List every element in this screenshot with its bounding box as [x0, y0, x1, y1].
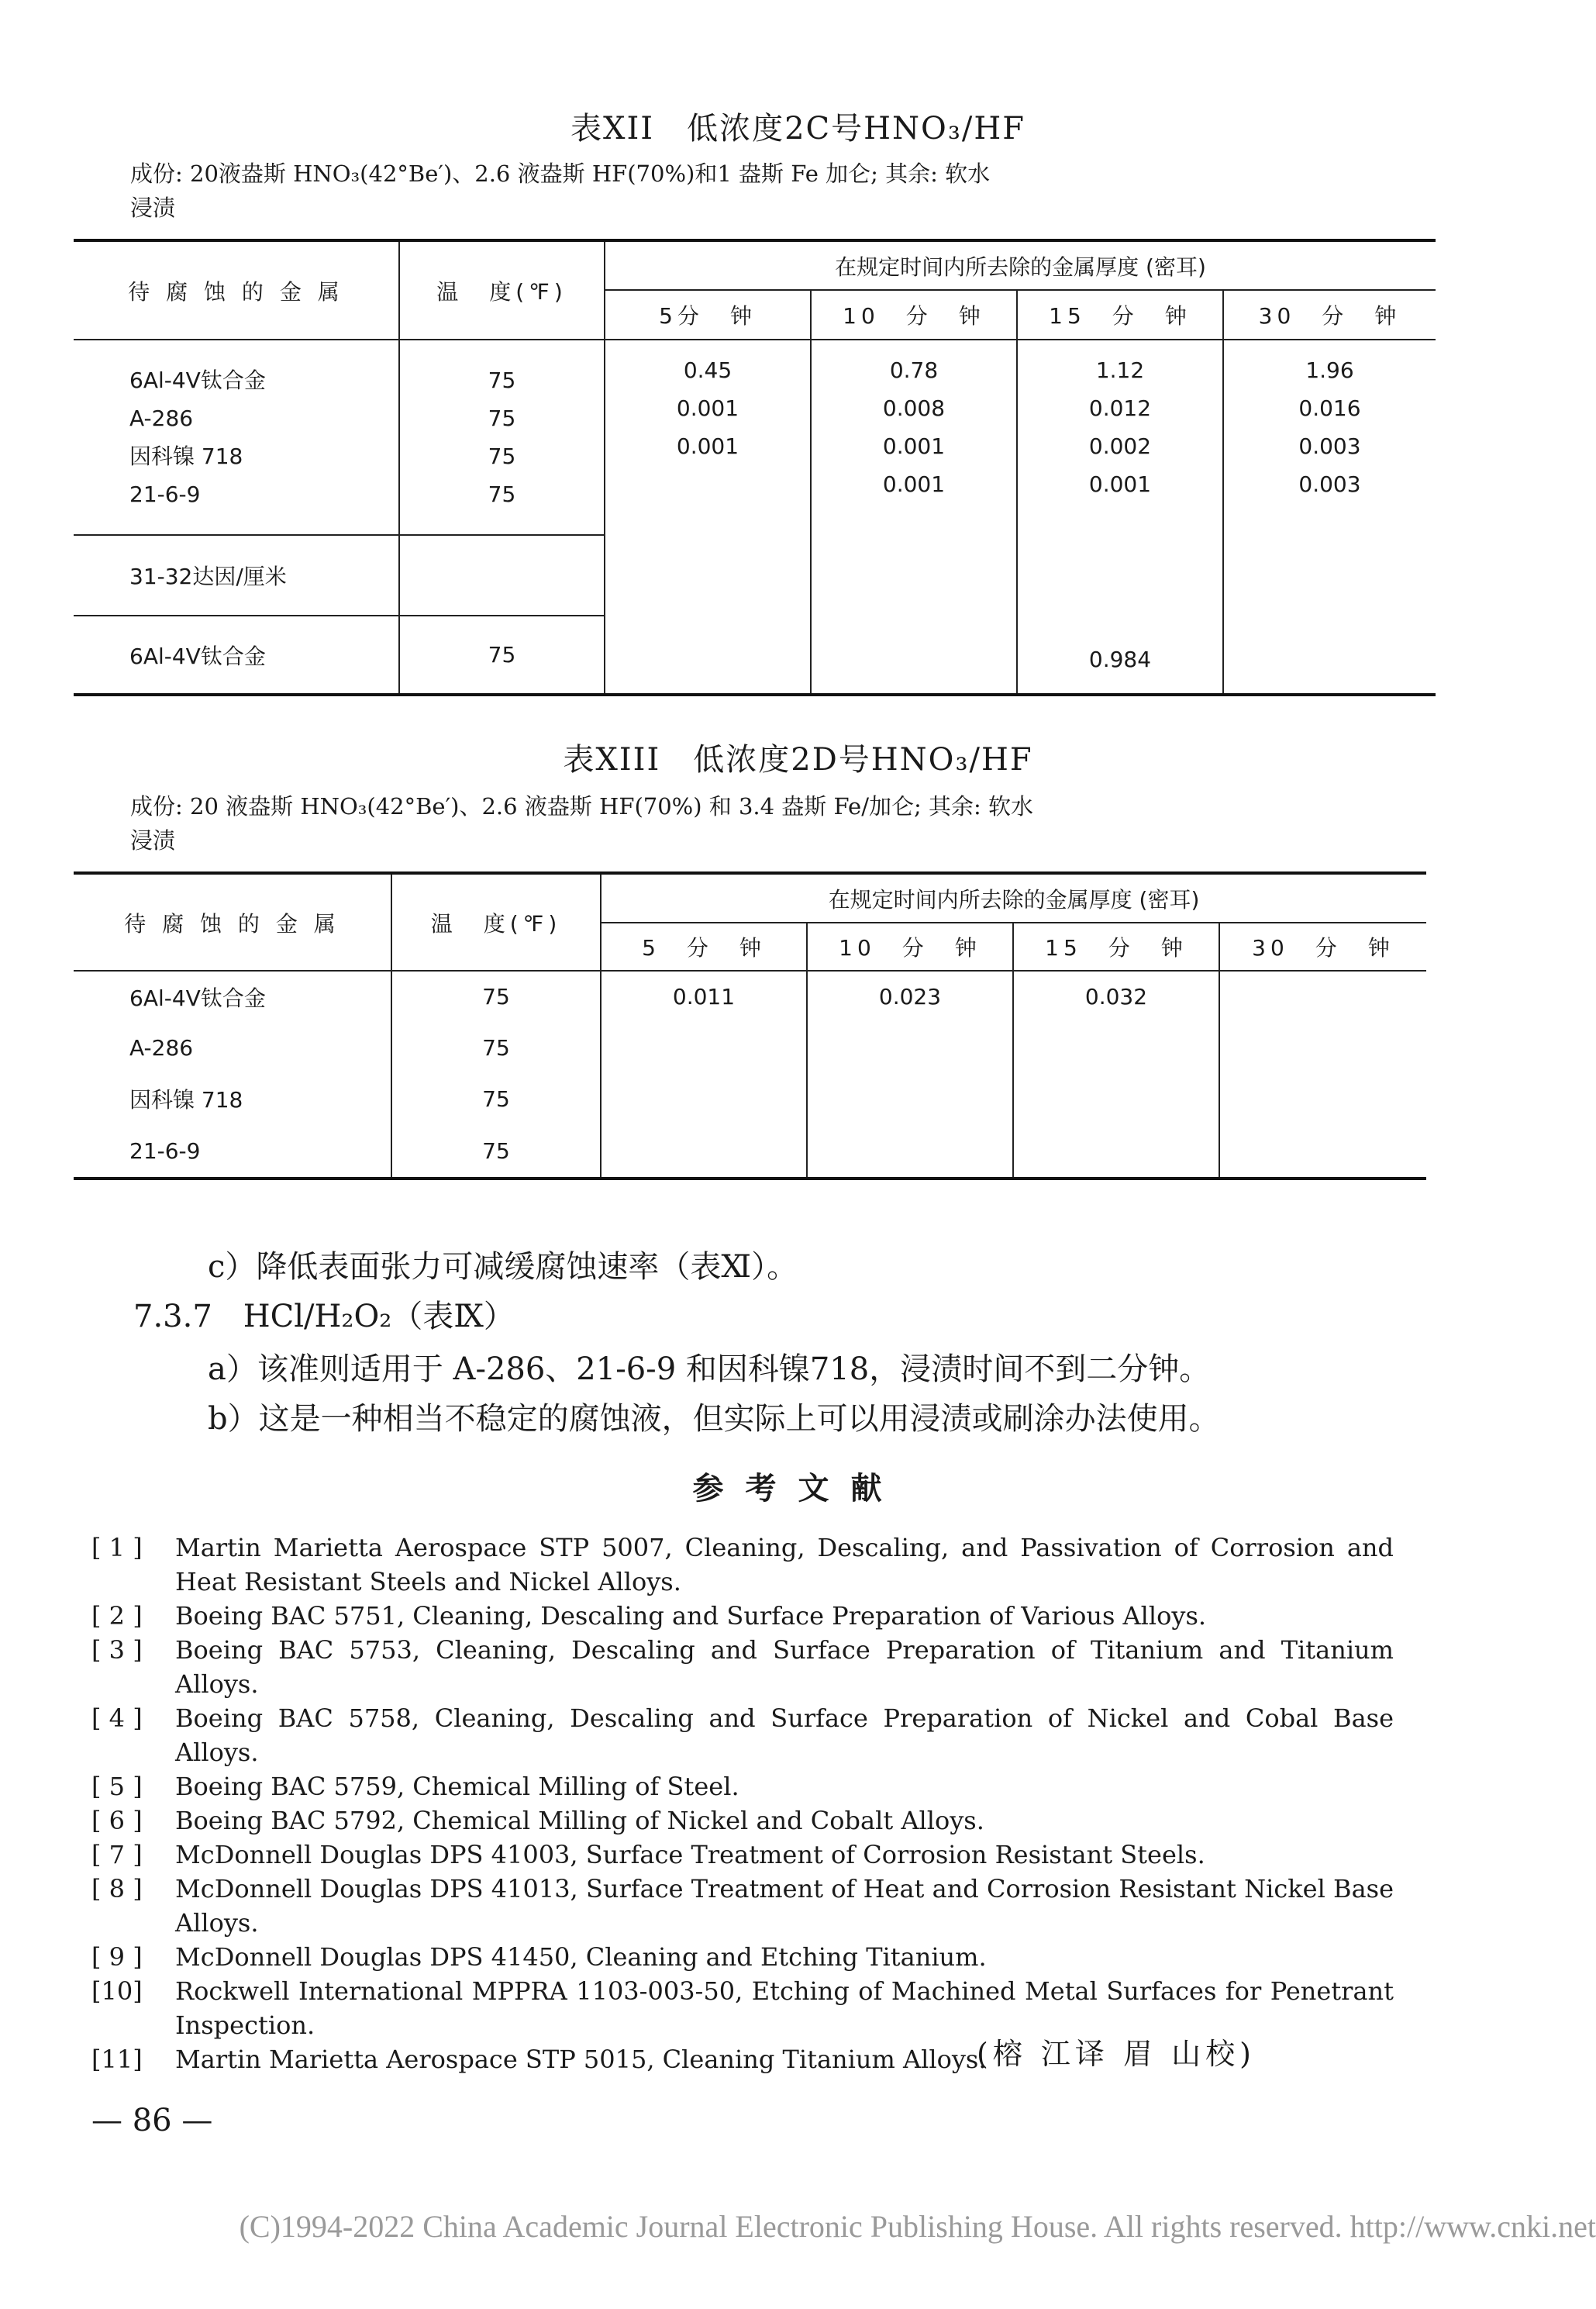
- reference-number: [ 3 ]: [91, 1635, 143, 1665]
- table-cell-value: [807, 1073, 1013, 1124]
- table-cell-value: 0.011: [601, 971, 807, 1022]
- references-list: [91, 1531, 1394, 2076]
- table13-composition-line1: 成份: 20 液盎斯 HNO₃(42°Be′)、2.6 液盎斯 HF(70%) 和 3.4 盎斯 Fe/加仑; 其余: 软水: [130, 793, 1033, 820]
- table-cell-metal: 21-6-9: [129, 481, 201, 507]
- reference-number: [ 5 ]: [91, 1772, 143, 1801]
- table12-extra-metal: 6Al-4V钛合金: [129, 643, 266, 669]
- table-cell-value: [807, 1124, 1013, 1179]
- table12-sub-label: 31-32达因/厘米: [74, 535, 399, 616]
- table-cell-temp: 75: [391, 1022, 601, 1073]
- table12-header-15min: 15 分 钟: [1017, 290, 1223, 340]
- reference-item: [91, 1599, 1394, 1633]
- table-cell-value: 0.032: [1013, 971, 1219, 1022]
- table-cell-temp: 75: [488, 481, 516, 507]
- reference-item: [91, 1872, 1394, 1940]
- table-cell-value: 0.001: [1088, 471, 1152, 497]
- table12-header-30min: 30 分 钟: [1223, 290, 1436, 340]
- table-cell-metal: A-286: [129, 406, 194, 431]
- table12-15min-column: [1017, 340, 1223, 693]
- table-cell-metal: 因科镍 718: [129, 1087, 243, 1113]
- table-cell-value: [1013, 1022, 1219, 1073]
- reference-item: [91, 1633, 1394, 1701]
- table-cell-value: 0.45: [683, 357, 733, 383]
- table-cell-metal: 21-6-9: [74, 1124, 391, 1179]
- table12-header-5min: 5分 钟: [605, 290, 811, 340]
- table12-header-temp: 温 度(℉): [399, 240, 605, 340]
- table13-caption: 表XIII 低浓度2D号HNO₃/HF: [563, 742, 1033, 778]
- table-cell-metal: 6Al-4V钛合金: [129, 368, 266, 393]
- reference-number: [10]: [91, 1976, 143, 2006]
- table-cell-metal: 6Al-4V钛合金: [129, 985, 266, 1011]
- table13-header-5min: 5 分 钟: [601, 923, 807, 971]
- table-cell-value: [1219, 1073, 1426, 1124]
- item-b: b）这是一种相当不稳定的腐蚀液，但实际上可以用浸渍或刷涂办法使用。: [208, 1401, 1220, 1437]
- table12-header-metal: 待 腐 蚀 的 金 属: [74, 240, 399, 340]
- table12-sub-empty: [399, 535, 605, 616]
- reference-item: [91, 1838, 1394, 1872]
- table-cell-temp: 75: [488, 444, 516, 469]
- reference-text: Boeing BAC 5758, Cleaning, Descaling and Surface Preparation of Nickel and Cobal Base Alloys.: [175, 1703, 1394, 1767]
- table13-header-metal: 待 腐 蚀 的 金 属: [74, 873, 391, 971]
- item-c: c）降低表面张力可减缓腐蚀速率（表Ⅺ）。: [208, 1249, 798, 1285]
- table13-composition-line2: 浸渍: [130, 827, 176, 854]
- reference-item: [91, 1940, 1394, 1974]
- reference-text: Boeing BAC 5751, Cleaning, Descaling and Surface Preparation of Various Alloys.: [175, 1601, 1207, 1631]
- reference-item: [91, 1769, 1394, 1803]
- table-cell-value: 0.008: [882, 395, 946, 421]
- table-cell-value: 0.78: [889, 357, 939, 383]
- table-cell-value: 1.12: [1095, 357, 1145, 383]
- table-cell-value: [807, 1022, 1013, 1073]
- table-cell-value: [1219, 971, 1426, 1022]
- table12-30min-column: [1223, 340, 1436, 693]
- reference-text: Boeing BAC 5759, Chemical Milling of Steel.: [175, 1772, 739, 1801]
- table13: [74, 871, 1426, 1180]
- table13-composition: [130, 789, 1231, 858]
- table12-metal-column: [74, 340, 399, 535]
- reference-text: McDonnell Douglas DPS 41450, Cleaning and Etching Titanium.: [175, 1942, 987, 1972]
- reference-text: Martin Marietta Aerospace STP 5007, Cleaning, Descaling, and Passivation of Corrosion and Heat Resistant Steels and Nickel Alloys.: [175, 1533, 1394, 1596]
- reference-number: [11]: [91, 2045, 143, 2074]
- table-cell-value: 0.002: [1088, 433, 1152, 459]
- table-cell-value: [601, 1073, 807, 1124]
- reference-text: Boeing BAC 5792, Chemical Milling of Nickel and Cobalt Alloys.: [175, 1806, 984, 1835]
- table-cell-value: 0.001: [676, 395, 739, 421]
- table-cell-value: 0.023: [807, 971, 1013, 1022]
- table12-header-group: 在规定时间内所去除的金属厚度 (密耳): [605, 240, 1436, 290]
- table-cell-value: [601, 1022, 807, 1073]
- table12-caption: 表XII 低浓度2C号HNO₃/HF: [570, 111, 1026, 147]
- table13-header-10min: 10 分 钟: [807, 923, 1013, 971]
- table-cell-value: 0.001: [676, 433, 739, 459]
- table-cell-value: 0.003: [1298, 433, 1361, 459]
- reference-item: [91, 1701, 1394, 1769]
- table12: [74, 239, 1436, 696]
- table-cell-value: [1219, 1022, 1426, 1073]
- table-cell-temp: 75: [391, 971, 601, 1022]
- table-cell-value: [1219, 1124, 1426, 1179]
- table12-composition-line1: 成份: 20液盎斯 HNO₃(42°Be′)、2.6 液盎斯 HF(70%)和1 盎斯 Fe 加仑; 其余: 软水: [130, 160, 991, 187]
- table13-header-temp: 温 度(℉): [391, 873, 601, 971]
- reference-number: [ 1 ]: [91, 1533, 143, 1562]
- reference-text: Rockwell International MPPRA 1103-003-50, Etching of Machined Metal Surfaces for Penetrant Inspection.: [175, 1976, 1394, 2040]
- reference-item: [91, 1531, 1394, 1599]
- table-cell-value: 0.001: [882, 471, 946, 497]
- item-a: a）该准则适用于 A-286、21-6-9 和因科镍718，浸渍时间不到二分钟。: [208, 1351, 1211, 1387]
- table-cell-temp: 75: [488, 406, 516, 431]
- table-cell-metal: 因科镍 718: [129, 444, 243, 469]
- table-cell-value: 0.003: [1298, 471, 1361, 497]
- table12-temp-column: [399, 340, 605, 535]
- table12-10min-column: [811, 340, 1017, 693]
- reference-number: [ 4 ]: [91, 1703, 143, 1733]
- section-heading: 7.3.7 HCl/H₂O₂（表Ⅸ）: [133, 1299, 515, 1334]
- table-cell-value: 1.96: [1305, 357, 1354, 383]
- references-title: 参考文献: [692, 1470, 904, 1507]
- table12-header-10min: 10 分 钟: [811, 290, 1017, 340]
- table-cell-metal: A-286: [129, 1034, 194, 1061]
- table-cell-value: 0.016: [1298, 395, 1361, 421]
- table13-header-15min: 15 分 钟: [1013, 923, 1219, 971]
- copyright-footer: (C)1994-2022 China Academic Journal Electronic Publishing House. All rights reserved. http://www.cnki.net: [239, 2209, 1596, 2244]
- table-cell-temp: 75: [488, 368, 516, 393]
- reference-text: Martin Marietta Aerospace STP 5015, Cleaning Titanium Alloys.: [175, 2045, 987, 2074]
- table-cell-value: 0.012: [1088, 395, 1152, 421]
- table13-header-30min: 30 分 钟: [1219, 923, 1426, 971]
- table-cell-value: [1013, 1124, 1219, 1179]
- table-cell-value: 0.001: [882, 433, 946, 459]
- reference-text: McDonnell Douglas DPS 41003, Surface Treatment of Corrosion Resistant Steels.: [175, 1840, 1205, 1869]
- table13-header-group: 在规定时间内所去除的金属厚度 (密耳): [601, 873, 1426, 923]
- reference-number: [ 9 ]: [91, 1942, 143, 1972]
- reference-number: [ 8 ]: [91, 1874, 143, 1903]
- reference-text: McDonnell Douglas DPS 41013, Surface Treatment of Heat and Corrosion Resistant Nickel Base Alloys.: [175, 1874, 1394, 1938]
- table12-5min-column: [605, 340, 811, 693]
- table-cell-value: [601, 1124, 807, 1179]
- table-cell-temp: 75: [391, 1073, 601, 1124]
- table-cell-value: [1013, 1073, 1219, 1124]
- table12-composition: [130, 157, 1231, 225]
- table12-extra-temp: 75: [399, 616, 605, 693]
- reference-number: [ 6 ]: [91, 1806, 143, 1835]
- table12-extra-15min: 0.984: [1088, 647, 1152, 672]
- reference-number: [ 7 ]: [91, 1840, 143, 1869]
- reference-number: [ 2 ]: [91, 1601, 143, 1631]
- page-number: — 86 —: [91, 2103, 213, 2138]
- reference-text: Boeing BAC 5753, Cleaning, Descaling and Surface Preparation of Titanium and Titanium Alloys.: [175, 1635, 1394, 1699]
- translator-credit: (榕 江译 眉 山校): [977, 2037, 1256, 2071]
- table-cell-value: [605, 465, 810, 503]
- table-cell-temp: 75: [391, 1124, 601, 1179]
- table12-composition-line2: 浸渍: [130, 195, 176, 221]
- reference-item: [91, 1803, 1394, 1838]
